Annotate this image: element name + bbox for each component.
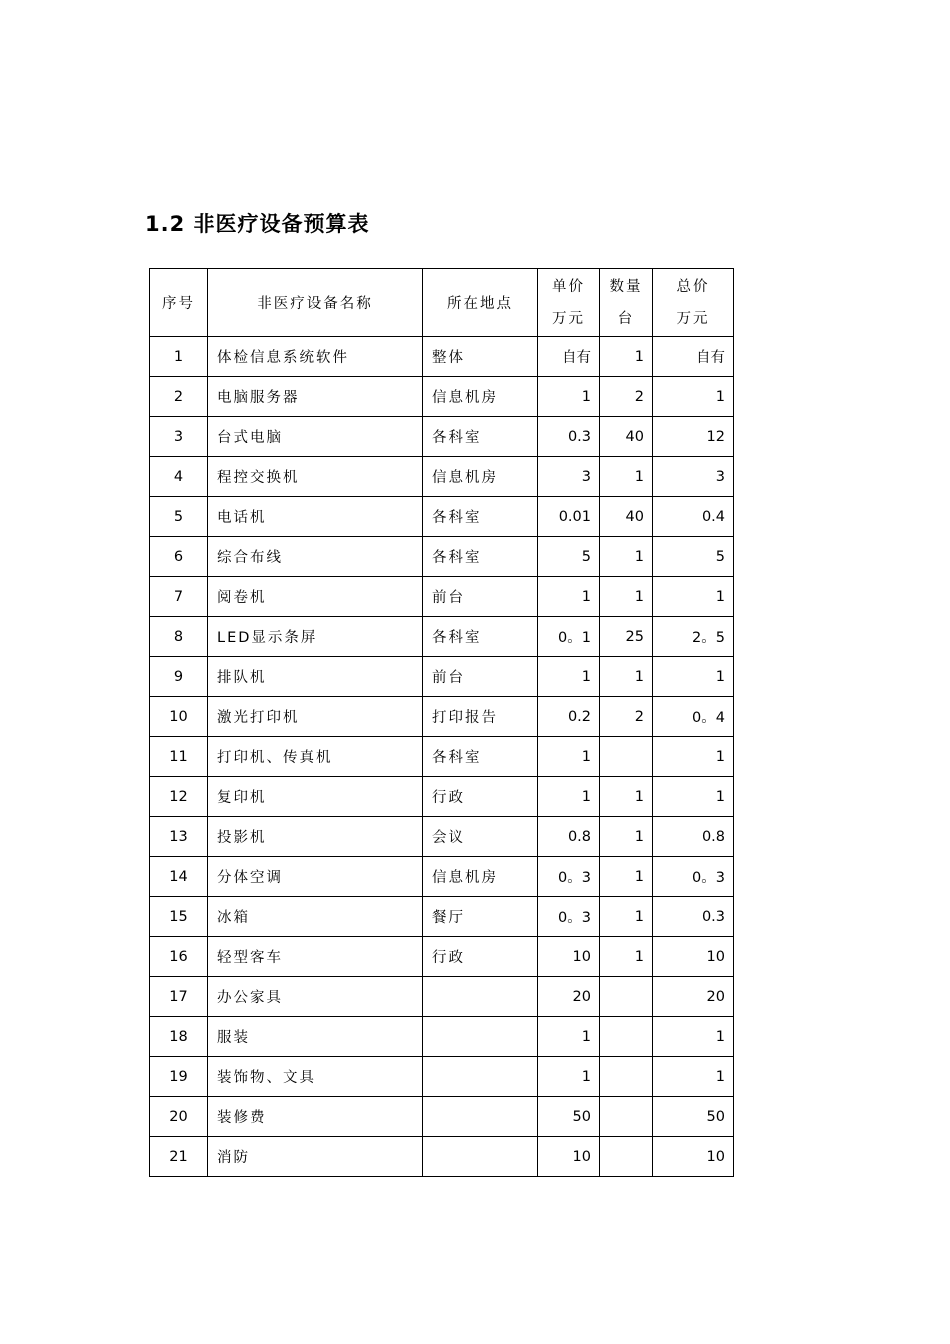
cell-quantity: 2 [600, 697, 653, 737]
cell-total-price: 50 [653, 1097, 734, 1137]
cell-location: 各科室 [423, 737, 538, 777]
table-row [150, 657, 734, 697]
cell-unit-price: 5 [538, 537, 600, 577]
cell-equipment-name: 服装 [208, 1017, 423, 1057]
cell-quantity [600, 1097, 653, 1137]
cell-unit-price: 1 [538, 777, 600, 817]
cell-equipment-name: 激光打印机 [208, 697, 423, 737]
table-row [150, 937, 734, 977]
cell-no: 17 [150, 977, 208, 1017]
cell-location: 各科室 [423, 537, 538, 577]
cell-no: 18 [150, 1017, 208, 1057]
table-row [150, 897, 734, 937]
table-row [150, 377, 734, 417]
cell-quantity: 2 [600, 377, 653, 417]
cell-no: 7 [150, 577, 208, 617]
table-row [150, 1137, 734, 1177]
cell-quantity: 40 [600, 417, 653, 457]
cell-total-price: 自有 [653, 337, 734, 377]
header-quantity-unit: 台 [617, 310, 635, 327]
cell-quantity: 40 [600, 497, 653, 537]
cell-unit-price: 0.8 [538, 817, 600, 857]
cell-equipment-name: 复印机 [208, 777, 423, 817]
cell-no: 9 [150, 657, 208, 697]
cell-total-price: 0.8 [653, 817, 734, 857]
cell-location: 会议 [423, 817, 538, 857]
cell-no: 19 [150, 1057, 208, 1097]
header-name: 非医疗设备名称 [208, 269, 423, 337]
table-row [150, 737, 734, 777]
cell-unit-price: 自有 [538, 337, 600, 377]
header-unit-price [538, 269, 600, 337]
cell-unit-price: 1 [538, 737, 600, 777]
cell-equipment-name: 阅卷机 [208, 577, 423, 617]
header-total-price [653, 269, 734, 337]
table-row [150, 337, 734, 377]
cell-total-price: 20 [653, 977, 734, 1017]
cell-unit-price: 1 [538, 657, 600, 697]
cell-equipment-name: 装饰物、文具 [208, 1057, 423, 1097]
cell-no: 1 [150, 337, 208, 377]
header-row [150, 269, 734, 337]
cell-location: 各科室 [423, 617, 538, 657]
cell-quantity: 25 [600, 617, 653, 657]
table-row [150, 577, 734, 617]
header-total-price-label: 总价 [676, 278, 710, 295]
cell-unit-price: 1 [538, 577, 600, 617]
cell-no: 12 [150, 777, 208, 817]
cell-equipment-name: 投影机 [208, 817, 423, 857]
cell-no: 5 [150, 497, 208, 537]
section-title: 1.2 非医疗设备预算表 [145, 212, 370, 236]
table-row [150, 537, 734, 577]
cell-quantity: 1 [600, 777, 653, 817]
header-quantity-label: 数量 [609, 278, 643, 295]
cell-no: 6 [150, 537, 208, 577]
cell-equipment-name: 装修费 [208, 1097, 423, 1137]
cell-no: 2 [150, 377, 208, 417]
cell-no: 20 [150, 1097, 208, 1137]
cell-location [423, 1097, 538, 1137]
cell-location: 前台 [423, 657, 538, 697]
cell-unit-price: 0。1 [538, 617, 600, 657]
cell-total-price: 10 [653, 1137, 734, 1177]
cell-quantity [600, 977, 653, 1017]
cell-no: 4 [150, 457, 208, 497]
header-total-price-unit: 万元 [676, 310, 710, 327]
cell-equipment-name: 消防 [208, 1137, 423, 1177]
cell-no: 21 [150, 1137, 208, 1177]
cell-location [423, 1057, 538, 1097]
cell-no: 16 [150, 937, 208, 977]
cell-total-price: 1 [653, 1017, 734, 1057]
cell-no: 11 [150, 737, 208, 777]
header-unit-price-unit: 万元 [552, 310, 585, 327]
cell-equipment-name: 冰箱 [208, 897, 423, 937]
cell-total-price: 1 [653, 1057, 734, 1097]
table-row [150, 777, 734, 817]
cell-no: 13 [150, 817, 208, 857]
cell-location: 整体 [423, 337, 538, 377]
cell-equipment-name: 打印机、传真机 [208, 737, 423, 777]
cell-total-price: 1 [653, 737, 734, 777]
cell-location [423, 1017, 538, 1057]
cell-no: 8 [150, 617, 208, 657]
cell-unit-price: 1 [538, 1017, 600, 1057]
cell-total-price: 1 [653, 777, 734, 817]
cell-unit-price: 0.2 [538, 697, 600, 737]
cell-location: 信息机房 [423, 857, 538, 897]
cell-location: 信息机房 [423, 457, 538, 497]
cell-quantity: 1 [600, 337, 653, 377]
table-row [150, 817, 734, 857]
cell-unit-price: 20 [538, 977, 600, 1017]
cell-unit-price: 0.01 [538, 497, 600, 537]
table-row [150, 497, 734, 537]
cell-quantity: 1 [600, 537, 653, 577]
cell-total-price: 2。5 [653, 617, 734, 657]
cell-no: 3 [150, 417, 208, 457]
table-row [150, 1017, 734, 1057]
cell-quantity: 1 [600, 897, 653, 937]
cell-location: 各科室 [423, 417, 538, 457]
cell-equipment-name: 排队机 [208, 657, 423, 697]
cell-total-price: 0。4 [653, 697, 734, 737]
cell-location: 行政 [423, 937, 538, 977]
cell-total-price: 1 [653, 657, 734, 697]
cell-equipment-name: 轻型客车 [208, 937, 423, 977]
cell-equipment-name: 体检信息系统软件 [208, 337, 423, 377]
cell-equipment-name: LED显示条屏 [208, 617, 423, 657]
cell-quantity: 1 [600, 457, 653, 497]
equipment-budget-table [149, 268, 734, 1177]
cell-no: 14 [150, 857, 208, 897]
cell-total-price: 3 [653, 457, 734, 497]
cell-total-price: 10 [653, 937, 734, 977]
cell-unit-price: 0。3 [538, 857, 600, 897]
cell-quantity [600, 737, 653, 777]
header-no: 序号 [150, 269, 208, 337]
table-row [150, 697, 734, 737]
cell-location: 各科室 [423, 497, 538, 537]
cell-equipment-name: 分体空调 [208, 857, 423, 897]
cell-unit-price: 10 [538, 1137, 600, 1177]
cell-unit-price: 0.3 [538, 417, 600, 457]
cell-location: 行政 [423, 777, 538, 817]
cell-equipment-name: 综合布线 [208, 537, 423, 577]
cell-location: 信息机房 [423, 377, 538, 417]
cell-equipment-name: 电脑服务器 [208, 377, 423, 417]
table-row [150, 1097, 734, 1137]
cell-quantity: 1 [600, 937, 653, 977]
cell-total-price: 1 [653, 377, 734, 417]
cell-total-price: 0。3 [653, 857, 734, 897]
cell-unit-price: 0。3 [538, 897, 600, 937]
cell-total-price: 12 [653, 417, 734, 457]
cell-unit-price: 1 [538, 1057, 600, 1097]
cell-no: 10 [150, 697, 208, 737]
cell-equipment-name: 台式电脑 [208, 417, 423, 457]
cell-quantity [600, 1057, 653, 1097]
cell-location [423, 977, 538, 1017]
cell-total-price: 1 [653, 577, 734, 617]
table-row [150, 1057, 734, 1097]
cell-total-price: 0.3 [653, 897, 734, 937]
cell-total-price: 0.4 [653, 497, 734, 537]
cell-quantity: 1 [600, 857, 653, 897]
cell-location: 打印报告 [423, 697, 538, 737]
header-unit-price-label: 单价 [552, 278, 585, 295]
cell-quantity [600, 1017, 653, 1057]
header-location: 所在地点 [423, 269, 538, 337]
cell-location: 餐厅 [423, 897, 538, 937]
cell-total-price: 5 [653, 537, 734, 577]
cell-quantity: 1 [600, 657, 653, 697]
cell-quantity: 1 [600, 817, 653, 857]
cell-location: 前台 [423, 577, 538, 617]
cell-equipment-name: 办公家具 [208, 977, 423, 1017]
cell-quantity [600, 1137, 653, 1177]
cell-quantity: 1 [600, 577, 653, 617]
table-row [150, 417, 734, 457]
cell-no: 15 [150, 897, 208, 937]
cell-equipment-name: 程控交换机 [208, 457, 423, 497]
table-row [150, 977, 734, 1017]
cell-unit-price: 1 [538, 377, 600, 417]
table-body [150, 337, 734, 1177]
cell-equipment-name: 电话机 [208, 497, 423, 537]
table-row [150, 857, 734, 897]
cell-unit-price: 3 [538, 457, 600, 497]
cell-unit-price: 50 [538, 1097, 600, 1137]
cell-unit-price: 10 [538, 937, 600, 977]
header-quantity [600, 269, 653, 337]
table-row [150, 617, 734, 657]
cell-location [423, 1137, 538, 1177]
table-row [150, 457, 734, 497]
